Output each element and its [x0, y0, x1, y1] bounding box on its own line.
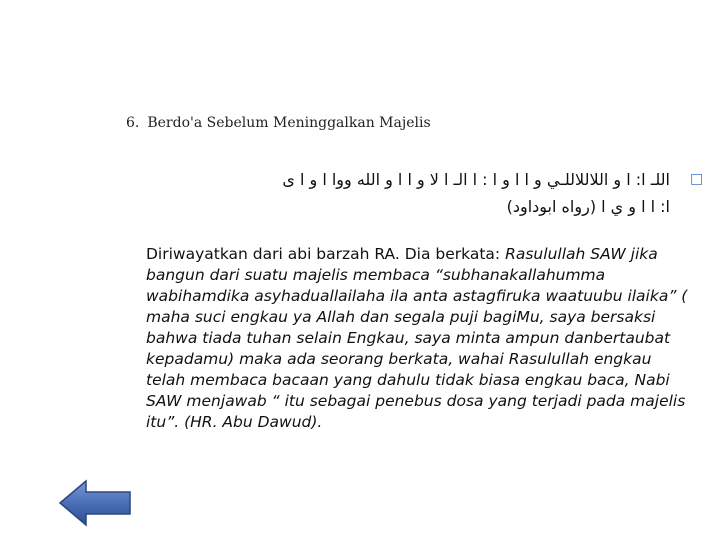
heading-title: Berdo'a Sebelum Meninggalkan Majelis	[147, 115, 431, 131]
body-lead: Diriwayatkan dari abi barzah RA. Dia berkata:	[146, 245, 501, 263]
arabic-text-line-2: ا: ا ا و ي ا (رواه ابوداود)	[506, 197, 670, 216]
square-bullet-icon: □	[690, 171, 704, 187]
arabic-text-line-1: اللـ ا: ا و اللاللاللـي و ا ا و ا : ا الـ ا لا و ا ا و الله ووا ا و ا ى	[282, 170, 670, 189]
section-heading	[126, 115, 431, 131]
body-text: Rasulullah SAW jika bangun dari suatu majelis membaca “subhanakallahumma wabihamdika asyhaduallailaha ila anta astagfiruka waatuubu ilaika” ( maha suci engkau ya Allah dan segala puji bagiMu, saya bersaksi bahwa tiada tuhan selain Engkau, saya minta ampun danbertaubat kepadamu) maka ada seorang berkata, wahai Rasulullah engkau telah membaca bacaan yang dahulu tidak biasa engkau baca, Nabi SAW menjawab “ itu sebagai penebus dosa yang terjadi pada majelis itu”. (HR. Abu Dawud).	[146, 245, 688, 431]
heading-number: 6.	[126, 115, 140, 131]
body-paragraph	[146, 244, 694, 433]
back-arrow-icon[interactable]	[58, 478, 132, 528]
